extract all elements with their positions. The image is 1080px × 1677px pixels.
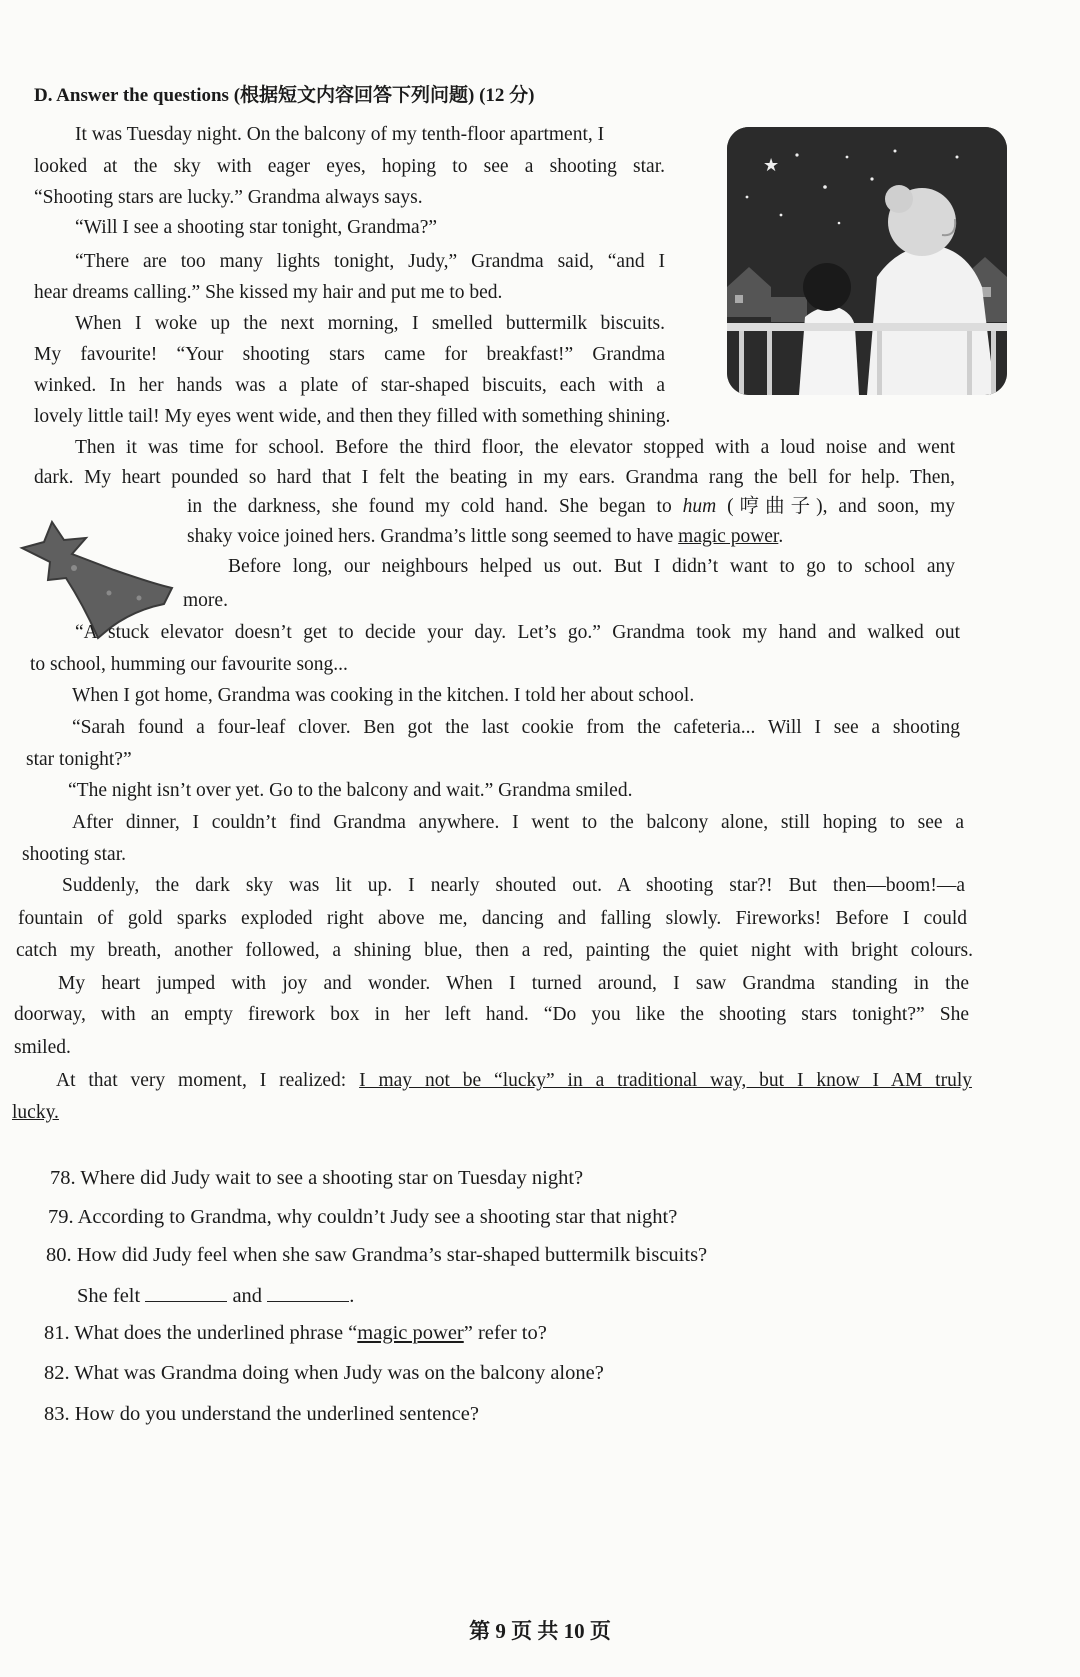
passage-line: fountain of gold sparks exploded right above me, dancing and falling slowly. Fireworks! Before I could: [18, 908, 967, 929]
balcony-illustration: [727, 127, 1007, 395]
question-81: 81. What does the underlined phrase “magic power” refer to?: [44, 1322, 547, 1344]
passage-line: to school, humming our favourite song...: [30, 654, 348, 675]
passage-line: When I woke up the next morning, I smelled buttermilk biscuits.: [75, 313, 665, 334]
svg-text:★: ★: [763, 155, 780, 176]
passage-line: “Shooting stars are lucky.” Grandma always says.: [34, 187, 423, 208]
passage-line: hear dreams calling.” She kissed my hair and put me to bed.: [34, 282, 503, 303]
underlined-sentence-end: lucky.: [12, 1102, 59, 1123]
passage-line: star tonight?”: [26, 749, 132, 770]
question-83: 83. How do you understand the underlined sentence?: [44, 1403, 479, 1425]
passage-line: “Sarah found a four-leaf clover. Ben got the last cookie from the cafeteria... Will I see a shooting: [72, 717, 960, 738]
magic-power-underlined: magic power: [678, 526, 779, 547]
passage-line: looked at the sky with eager eyes, hoping to see a shooting star.: [34, 156, 665, 177]
passage-line: dark. My heart pounded so hard that I felt the beating in my ears. Grandma rang the bell for help. Then,: [34, 467, 955, 488]
passage-line: When I got home, Grandma was cooking in the kitchen. I told her about school.: [72, 685, 695, 706]
passage-line: After dinner, I couldn’t find Grandma anywhere. I went to the balcony alone, still hoping to see a: [72, 812, 964, 833]
question-80: 80. How did Judy feel when she saw Grandma’s star-shaped buttermilk biscuits?: [46, 1244, 708, 1266]
passage-line: lovely little tail! My eyes went wide, and then they filled with something shining.: [34, 406, 671, 427]
answer-blank-2[interactable]: [267, 1281, 349, 1302]
passage-line: My favourite! “Your shooting stars came for breakfast!” Grandma: [34, 344, 665, 365]
passage-line: more.: [183, 590, 228, 611]
passage-line: “A stuck elevator doesn’t get to decide your day. Let’s go.” Grandma took my hand and walked out: [75, 622, 960, 643]
passage-line: My heart jumped with joy and wonder. When I turned around, I saw Grandma standing in the: [58, 973, 969, 994]
passage-line: “Will I see a shooting star tonight, Grandma?”: [75, 217, 438, 238]
passage-line: “There are too many lights tonight, Judy,” Grandma said, “and I: [75, 251, 665, 272]
passage-line: shooting star.: [22, 844, 127, 865]
answer-blank-1[interactable]: [145, 1281, 227, 1302]
passage-line: smiled.: [14, 1037, 71, 1058]
passage-line: “The night isn’t over yet. Go to the balcony and wait.” Grandma smiled.: [68, 780, 633, 801]
section-title: D. Answer the questions (根据短文内容回答下列问题) (12 分): [34, 85, 535, 106]
passage-line: Suddenly, the dark sky was lit up. I nearly shouted out. A shooting star?! But then—boom!—a: [62, 875, 965, 896]
passage-line: doorway, with an empty firework box in her left hand. “Do you like the shooting stars tonight?” She: [14, 1004, 969, 1025]
page-number: 第 9 页 共 10 页: [469, 1619, 611, 1643]
question-82: 82. What was Grandma doing when Judy was on the balcony alone?: [44, 1362, 604, 1384]
passage-line: in the darkness, she found my cold hand. She began to hum (哼曲子), and soon, my: [187, 496, 955, 517]
passage-line: winked. In her hands was a plate of star-shaped biscuits, each with a: [34, 375, 665, 396]
passage-line: Before long, our neighbours helped us out. But I didn’t want to go to school any: [228, 556, 955, 577]
underlined-sentence: I may not be “lucky” in a traditional way, but I know I AM truly: [359, 1070, 972, 1091]
passage-line: Then it was time for school. Before the third floor, the elevator stopped with a loud noise and went: [75, 437, 955, 458]
passage-line: catch my breath, another followed, a shining blue, then a red, painting the quiet night with bright colours.: [16, 940, 973, 961]
passage-line: [12, 1097, 59, 1129]
question-80-answer: She felt and .: [77, 1281, 354, 1310]
passage-line: shaky voice joined hers. Grandma’s little song seemed to have magic power.: [187, 526, 784, 547]
passage-line: It was Tuesday night. On the balcony of my tenth-floor apartment, I: [75, 124, 605, 145]
question-78: 78. Where did Judy wait to see a shooting star on Tuesday night?: [50, 1167, 584, 1189]
hum-word: hum: [682, 496, 717, 517]
passage-line: At that very moment, I realized: I may not be “lucky” in a traditional way, but I know I AM truly: [56, 1070, 972, 1091]
question-79: 79. According to Grandma, why couldn’t Judy see a shooting star that night?: [48, 1206, 678, 1228]
